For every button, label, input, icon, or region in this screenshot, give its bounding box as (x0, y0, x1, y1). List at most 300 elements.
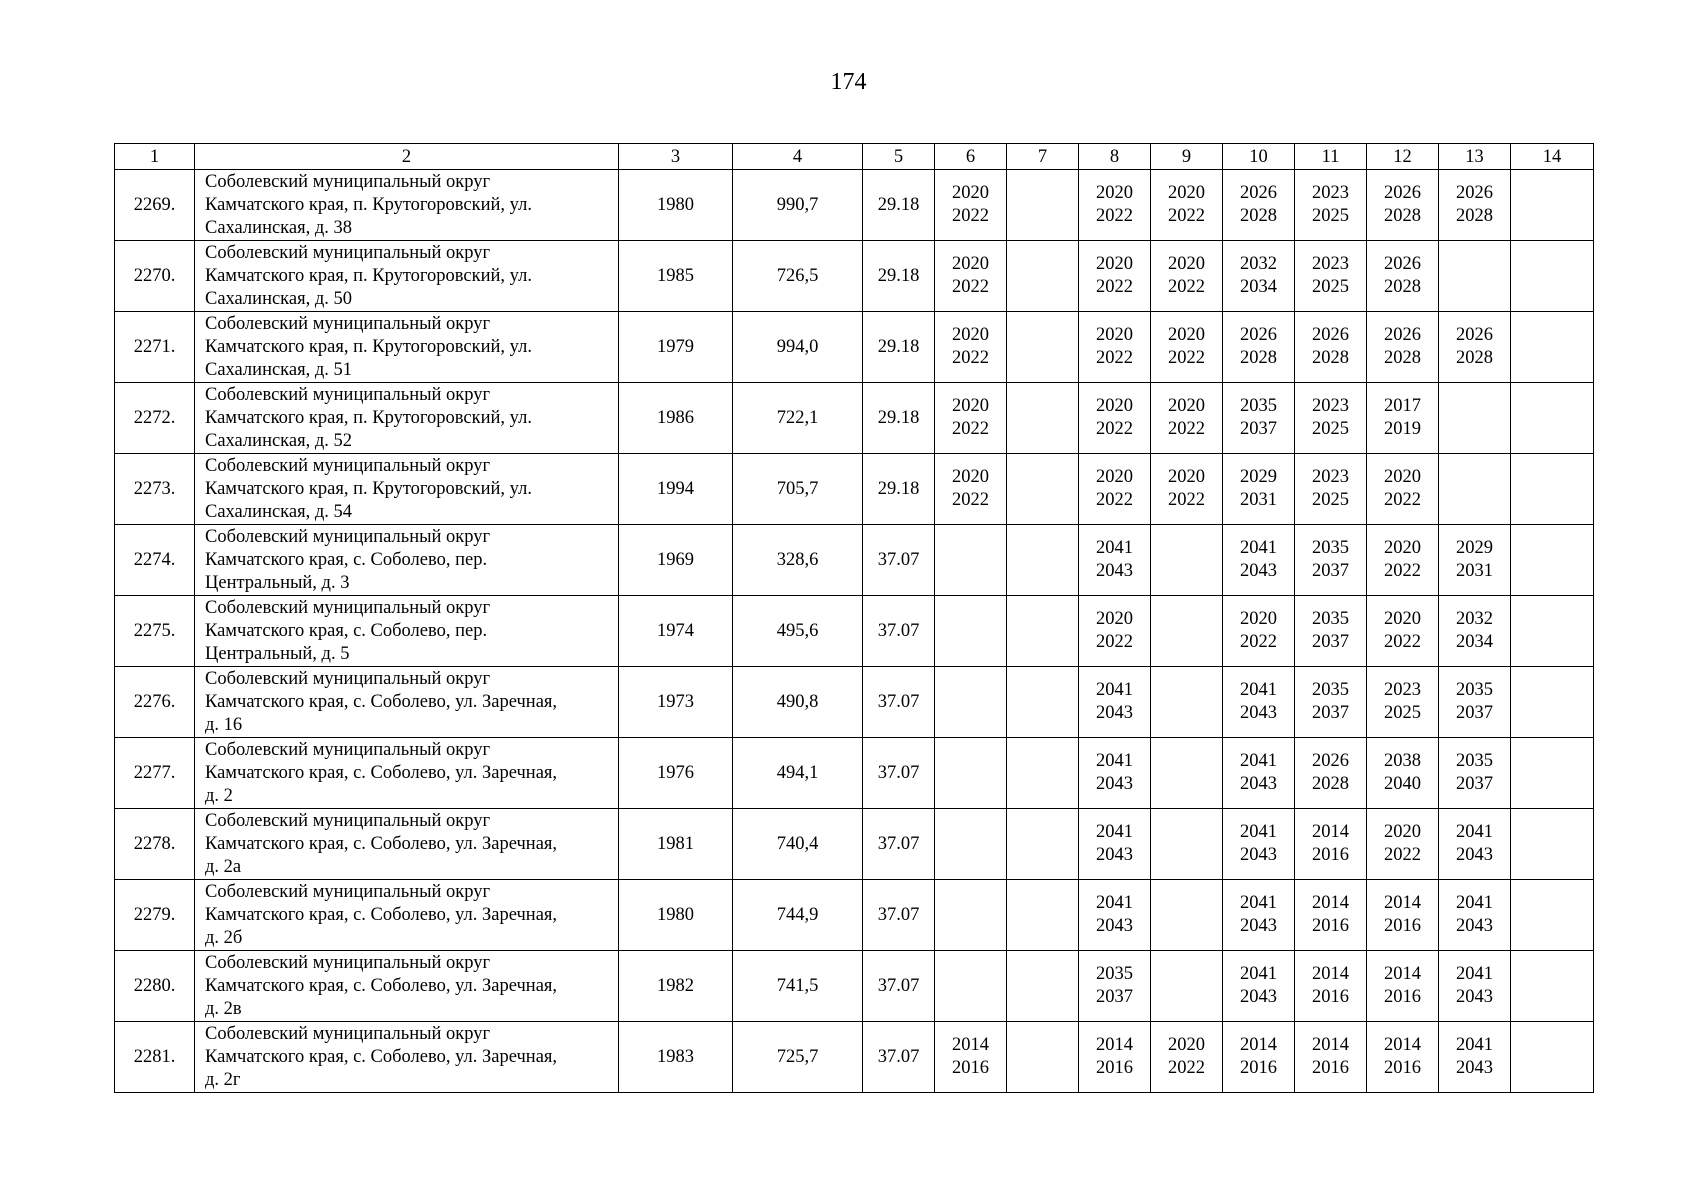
period-end-year: 2022 (1096, 206, 1133, 226)
period-cell-col-8 (1079, 241, 1151, 312)
code-cell: 37.07 (863, 738, 935, 809)
period-cell-col-8 (1079, 738, 1151, 809)
period-cell-col-12 (1367, 1022, 1439, 1093)
area-cell: 328,6 (733, 525, 863, 596)
column-header-10: 10 (1223, 144, 1295, 170)
address-line: Соболевский муниципальный округ (205, 881, 491, 902)
period-cell-col-13 (1439, 951, 1511, 1022)
period-cell-col-8 (1079, 596, 1151, 667)
period-end-year: 2016 (1384, 916, 1421, 936)
period-end-year: 2028 (1384, 277, 1421, 297)
period-cell-col-6 (935, 170, 1007, 241)
period-cell-col-7 (1007, 596, 1079, 667)
period-end-year: 2034 (1240, 277, 1277, 297)
area-cell: 990,7 (733, 170, 863, 241)
period-start-year: 2038 (1384, 751, 1421, 771)
period-end-year: 2022 (1384, 632, 1421, 652)
period-cell-col-6 (935, 596, 1007, 667)
housing-registry-table (114, 143, 1594, 1093)
period-cell-col-11 (1295, 667, 1367, 738)
period-start-year: 2020 (1096, 609, 1133, 629)
period-start-year: 2020 (1096, 396, 1133, 416)
period-start-year: 2020 (1168, 1035, 1205, 1055)
period-cell-col-8 (1079, 454, 1151, 525)
address-line: д. 2а (205, 856, 242, 877)
period-end-year: 2040 (1384, 774, 1421, 794)
period-end-year: 2016 (1312, 987, 1349, 1007)
row-number-cell: 2281. (115, 1022, 195, 1093)
period-cell-col-9 (1151, 596, 1223, 667)
address-line: Камчатского края, п. Крутогоровский, ул. (205, 265, 532, 286)
period-end-year: 2034 (1456, 632, 1493, 652)
period-cell-col-12 (1367, 596, 1439, 667)
table-row (115, 312, 1594, 383)
address-cell (195, 738, 619, 809)
period-cell-col-13 (1439, 241, 1511, 312)
address-line: д. 2в (205, 998, 242, 1019)
period-end-year: 2043 (1096, 916, 1133, 936)
table-row (115, 809, 1594, 880)
period-end-year: 2043 (1096, 845, 1133, 865)
period-end-year: 2028 (1312, 348, 1349, 368)
row-number-cell: 2277. (115, 738, 195, 809)
address-line: Соболевский муниципальный округ (205, 952, 491, 973)
column-header-13: 13 (1439, 144, 1511, 170)
period-end-year: 2025 (1312, 419, 1349, 439)
period-start-year: 2026 (1312, 325, 1349, 345)
period-start-year: 2023 (1312, 183, 1349, 203)
period-cell-col-13 (1439, 809, 1511, 880)
column-header-11: 11 (1295, 144, 1367, 170)
page-number: 174 (830, 69, 867, 95)
period-start-year: 2020 (1384, 822, 1421, 842)
address-line: Сахалинская, д. 51 (205, 359, 353, 380)
period-cell-col-11 (1295, 383, 1367, 454)
period-cell-col-9 (1151, 809, 1223, 880)
period-end-year: 2022 (1168, 348, 1205, 368)
year-cell: 1986 (619, 383, 733, 454)
period-cell-col-14 (1511, 880, 1594, 951)
period-cell-col-9 (1151, 880, 1223, 951)
period-cell-col-6 (935, 454, 1007, 525)
address-line: Соболевский муниципальный округ (205, 526, 491, 547)
period-cell-col-6 (935, 525, 1007, 596)
column-header-4: 4 (733, 144, 863, 170)
period-start-year: 2029 (1240, 467, 1277, 487)
period-start-year: 2020 (952, 183, 989, 203)
period-end-year: 2022 (1168, 419, 1205, 439)
address-line: Соболевский муниципальный округ (205, 668, 491, 689)
period-start-year: 2014 (1384, 1035, 1421, 1055)
period-end-year: 2037 (1312, 703, 1349, 723)
period-cell-col-9 (1151, 454, 1223, 525)
period-start-year: 2035 (1240, 396, 1277, 416)
address-line: Камчатского края, с. Соболево, ул. Заречная, (205, 691, 558, 712)
period-cell-col-6 (935, 880, 1007, 951)
table-row (115, 241, 1594, 312)
year-cell: 1980 (619, 880, 733, 951)
period-start-year: 2026 (1312, 751, 1349, 771)
address-cell (195, 667, 619, 738)
period-cell-col-10 (1223, 383, 1295, 454)
period-start-year: 2026 (1384, 325, 1421, 345)
area-cell: 495,6 (733, 596, 863, 667)
period-end-year: 2043 (1096, 774, 1133, 794)
address-line: Камчатского края, с. Соболево, ул. Заречная, (205, 833, 558, 854)
address-line: Соболевский муниципальный округ (205, 1023, 491, 1044)
period-cell-col-14 (1511, 667, 1594, 738)
period-end-year: 2028 (1240, 348, 1277, 368)
address-line: Соболевский муниципальный округ (205, 313, 491, 334)
address-line: Камчатского края, с. Соболево, ул. Заречная, (205, 975, 558, 996)
period-end-year: 2022 (1096, 348, 1133, 368)
table-row (115, 880, 1594, 951)
column-header-8: 8 (1079, 144, 1151, 170)
period-cell-col-9 (1151, 170, 1223, 241)
period-cell-col-12 (1367, 880, 1439, 951)
code-cell: 37.07 (863, 880, 935, 951)
period-start-year: 2029 (1456, 538, 1493, 558)
code-cell: 29.18 (863, 170, 935, 241)
period-start-year: 2023 (1312, 467, 1349, 487)
address-cell (195, 809, 619, 880)
address-line: Камчатского края, с. Соболево, пер. (205, 620, 488, 641)
row-number-cell: 2274. (115, 525, 195, 596)
period-cell-col-14 (1511, 383, 1594, 454)
period-cell-col-10 (1223, 809, 1295, 880)
period-cell-col-7 (1007, 951, 1079, 1022)
period-cell-col-9 (1151, 738, 1223, 809)
period-start-year: 2032 (1456, 609, 1493, 629)
column-header-3: 3 (619, 144, 733, 170)
period-start-year: 2041 (1456, 893, 1493, 913)
period-end-year: 2022 (1384, 490, 1421, 510)
period-start-year: 2023 (1384, 680, 1421, 700)
table-row (115, 170, 1594, 241)
period-cell-col-11 (1295, 454, 1367, 525)
period-end-year: 2019 (1384, 419, 1421, 439)
year-cell: 1981 (619, 809, 733, 880)
period-cell-col-13 (1439, 454, 1511, 525)
period-start-year: 2041 (1456, 822, 1493, 842)
period-end-year: 2022 (952, 419, 989, 439)
period-cell-col-8 (1079, 312, 1151, 383)
address-line: д. 16 (205, 714, 243, 735)
period-start-year: 2014 (1312, 1035, 1349, 1055)
period-start-year: 2041 (1240, 822, 1277, 842)
period-end-year: 2022 (1240, 632, 1277, 652)
period-end-year: 2016 (1312, 1058, 1349, 1078)
period-end-year: 2025 (1312, 277, 1349, 297)
period-cell-col-11 (1295, 809, 1367, 880)
period-cell-col-8 (1079, 809, 1151, 880)
table-body (115, 170, 1594, 1093)
table-header-row (115, 144, 1594, 170)
period-end-year: 2043 (1456, 1058, 1493, 1078)
address-line: Камчатского края, п. Крутогоровский, ул. (205, 194, 532, 215)
row-number-cell: 2279. (115, 880, 195, 951)
period-cell-col-13 (1439, 170, 1511, 241)
code-cell: 37.07 (863, 596, 935, 667)
period-cell-col-12 (1367, 951, 1439, 1022)
period-end-year: 2028 (1456, 206, 1493, 226)
period-end-year: 2037 (1240, 419, 1277, 439)
row-number-cell: 2276. (115, 667, 195, 738)
period-start-year: 2020 (1384, 467, 1421, 487)
period-start-year: 2020 (1240, 609, 1277, 629)
period-start-year: 2041 (1096, 680, 1133, 700)
period-start-year: 2023 (1312, 396, 1349, 416)
period-cell-col-7 (1007, 383, 1079, 454)
period-end-year: 2022 (1168, 490, 1205, 510)
period-cell-col-6 (935, 383, 1007, 454)
period-cell-col-6 (935, 809, 1007, 880)
period-cell-col-14 (1511, 951, 1594, 1022)
period-end-year: 2022 (1168, 1058, 1205, 1078)
period-start-year: 2026 (1240, 325, 1277, 345)
period-cell-col-7 (1007, 809, 1079, 880)
period-start-year: 2014 (1312, 822, 1349, 842)
period-start-year: 2026 (1384, 254, 1421, 274)
period-cell-col-12 (1367, 809, 1439, 880)
row-number-cell: 2270. (115, 241, 195, 312)
period-end-year: 2028 (1456, 348, 1493, 368)
period-cell-col-9 (1151, 312, 1223, 383)
period-end-year: 2043 (1240, 916, 1277, 936)
period-cell-col-12 (1367, 525, 1439, 596)
address-line: Камчатского края, п. Крутогоровский, ул. (205, 478, 532, 499)
period-end-year: 2043 (1240, 561, 1277, 581)
period-start-year: 2020 (1384, 538, 1421, 558)
period-cell-col-6 (935, 738, 1007, 809)
period-end-year: 2022 (1096, 419, 1133, 439)
period-start-year: 2041 (1096, 538, 1133, 558)
address-line: Соболевский муниципальный округ (205, 810, 491, 831)
period-start-year: 2035 (1096, 964, 1133, 984)
period-cell-col-8 (1079, 383, 1151, 454)
table-row (115, 454, 1594, 525)
period-start-year: 2020 (1096, 467, 1133, 487)
period-cell-col-8 (1079, 880, 1151, 951)
period-cell-col-8 (1079, 951, 1151, 1022)
row-number-cell: 2278. (115, 809, 195, 880)
period-end-year: 2016 (952, 1058, 989, 1078)
row-number-cell: 2269. (115, 170, 195, 241)
period-end-year: 2022 (1384, 845, 1421, 865)
area-cell: 705,7 (733, 454, 863, 525)
address-line: Соболевский муниципальный округ (205, 597, 491, 618)
year-cell: 1980 (619, 170, 733, 241)
address-line: Сахалинская, д. 50 (205, 288, 353, 309)
period-end-year: 2037 (1312, 561, 1349, 581)
period-cell-col-10 (1223, 241, 1295, 312)
period-cell-col-7 (1007, 170, 1079, 241)
period-end-year: 2037 (1456, 774, 1493, 794)
period-cell-col-9 (1151, 667, 1223, 738)
period-cell-col-6 (935, 951, 1007, 1022)
column-header-5: 5 (863, 144, 935, 170)
address-cell (195, 1022, 619, 1093)
address-line: Сахалинская, д. 52 (205, 430, 353, 451)
column-header-14: 14 (1511, 144, 1594, 170)
year-cell: 1994 (619, 454, 733, 525)
period-start-year: 2026 (1240, 183, 1277, 203)
period-cell-col-12 (1367, 312, 1439, 383)
year-cell: 1979 (619, 312, 733, 383)
table-row (115, 596, 1594, 667)
row-number-cell: 2272. (115, 383, 195, 454)
period-start-year: 2014 (952, 1035, 989, 1055)
period-cell-col-7 (1007, 880, 1079, 951)
period-start-year: 2035 (1456, 680, 1493, 700)
period-end-year: 2022 (1096, 277, 1133, 297)
period-cell-col-13 (1439, 312, 1511, 383)
address-line: Центральный, д. 5 (205, 643, 350, 664)
year-cell: 1974 (619, 596, 733, 667)
row-number-cell: 2275. (115, 596, 195, 667)
address-line: Камчатского края, с. Соболево, ул. Заречная, (205, 1046, 558, 1067)
address-cell (195, 241, 619, 312)
column-header-7: 7 (1007, 144, 1079, 170)
period-cell-col-6 (935, 1022, 1007, 1093)
period-start-year: 2014 (1312, 964, 1349, 984)
address-line: Сахалинская, д. 38 (205, 217, 353, 238)
period-start-year: 2020 (952, 254, 989, 274)
period-cell-col-7 (1007, 241, 1079, 312)
period-end-year: 2031 (1240, 490, 1277, 510)
address-line: Камчатского края, с. Соболево, ул. Заречная, (205, 762, 558, 783)
area-cell: 726,5 (733, 241, 863, 312)
period-cell-col-7 (1007, 667, 1079, 738)
period-start-year: 2041 (1240, 751, 1277, 771)
period-cell-col-11 (1295, 170, 1367, 241)
period-cell-col-13 (1439, 667, 1511, 738)
period-start-year: 2041 (1240, 893, 1277, 913)
year-cell: 1985 (619, 241, 733, 312)
period-cell-col-10 (1223, 1022, 1295, 1093)
area-cell: 725,7 (733, 1022, 863, 1093)
period-end-year: 2016 (1384, 1058, 1421, 1078)
period-cell-col-7 (1007, 525, 1079, 596)
period-end-year: 2043 (1456, 987, 1493, 1007)
address-line: Камчатского края, с. Соболево, ул. Заречная, (205, 904, 558, 925)
period-end-year: 2028 (1384, 206, 1421, 226)
code-cell: 29.18 (863, 383, 935, 454)
row-number-cell: 2271. (115, 312, 195, 383)
period-start-year: 2014 (1096, 1035, 1133, 1055)
period-start-year: 2035 (1312, 538, 1349, 558)
period-cell-col-10 (1223, 667, 1295, 738)
area-cell: 490,8 (733, 667, 863, 738)
period-cell-col-13 (1439, 738, 1511, 809)
period-cell-col-11 (1295, 951, 1367, 1022)
period-end-year: 2022 (1168, 277, 1205, 297)
address-line: д. 2б (205, 927, 243, 948)
period-start-year: 2041 (1240, 680, 1277, 700)
period-cell-col-7 (1007, 454, 1079, 525)
address-line: Соболевский муниципальный округ (205, 455, 491, 476)
period-start-year: 2020 (1096, 254, 1133, 274)
period-cell-col-9 (1151, 241, 1223, 312)
address-cell (195, 383, 619, 454)
period-cell-col-10 (1223, 951, 1295, 1022)
code-cell: 29.18 (863, 241, 935, 312)
period-cell-col-7 (1007, 1022, 1079, 1093)
column-header-6: 6 (935, 144, 1007, 170)
period-end-year: 2025 (1312, 490, 1349, 510)
period-cell-col-14 (1511, 170, 1594, 241)
period-end-year: 2022 (1168, 206, 1205, 226)
address-line: Камчатского края, с. Соболево, пер. (205, 549, 488, 570)
table-row (115, 525, 1594, 596)
period-cell-col-14 (1511, 525, 1594, 596)
period-cell-col-9 (1151, 525, 1223, 596)
period-end-year: 2043 (1096, 561, 1133, 581)
period-end-year: 2025 (1312, 206, 1349, 226)
period-start-year: 2041 (1456, 1035, 1493, 1055)
address-line: д. 2г (205, 1069, 241, 1090)
period-cell-col-11 (1295, 738, 1367, 809)
period-start-year: 2020 (1096, 325, 1133, 345)
period-cell-col-11 (1295, 241, 1367, 312)
period-end-year: 2022 (952, 348, 989, 368)
table-row (115, 951, 1594, 1022)
address-cell (195, 312, 619, 383)
period-end-year: 2022 (1384, 561, 1421, 581)
period-end-year: 2025 (1384, 703, 1421, 723)
period-end-year: 2022 (1096, 632, 1133, 652)
year-cell: 1969 (619, 525, 733, 596)
address-cell (195, 170, 619, 241)
period-end-year: 2043 (1456, 916, 1493, 936)
area-cell: 994,0 (733, 312, 863, 383)
period-end-year: 2016 (1312, 845, 1349, 865)
year-cell: 1982 (619, 951, 733, 1022)
period-start-year: 2041 (1240, 964, 1277, 984)
table-row (115, 1022, 1594, 1093)
period-end-year: 2028 (1240, 206, 1277, 226)
period-end-year: 2022 (1096, 490, 1133, 510)
period-end-year: 2043 (1096, 703, 1133, 723)
period-start-year: 2041 (1096, 893, 1133, 913)
period-cell-col-14 (1511, 738, 1594, 809)
period-cell-col-6 (935, 241, 1007, 312)
period-start-year: 2014 (1384, 964, 1421, 984)
period-cell-col-9 (1151, 951, 1223, 1022)
period-start-year: 2032 (1240, 254, 1277, 274)
period-start-year: 2023 (1312, 254, 1349, 274)
period-start-year: 2041 (1456, 964, 1493, 984)
period-cell-col-10 (1223, 170, 1295, 241)
address-line: Соболевский муниципальный округ (205, 739, 491, 760)
code-cell: 29.18 (863, 454, 935, 525)
code-cell: 37.07 (863, 951, 935, 1022)
column-header-9: 9 (1151, 144, 1223, 170)
period-start-year: 2026 (1384, 183, 1421, 203)
period-cell-col-14 (1511, 1022, 1594, 1093)
period-end-year: 2043 (1240, 845, 1277, 865)
period-end-year: 2031 (1456, 561, 1493, 581)
period-end-year: 2022 (952, 490, 989, 510)
period-cell-col-10 (1223, 880, 1295, 951)
period-start-year: 2014 (1312, 893, 1349, 913)
address-line: Сахалинская, д. 54 (205, 501, 353, 522)
period-start-year: 2041 (1096, 751, 1133, 771)
period-cell-col-8 (1079, 1022, 1151, 1093)
period-end-year: 2022 (952, 206, 989, 226)
address-line: Соболевский муниципальный округ (205, 171, 491, 192)
year-cell: 1973 (619, 667, 733, 738)
